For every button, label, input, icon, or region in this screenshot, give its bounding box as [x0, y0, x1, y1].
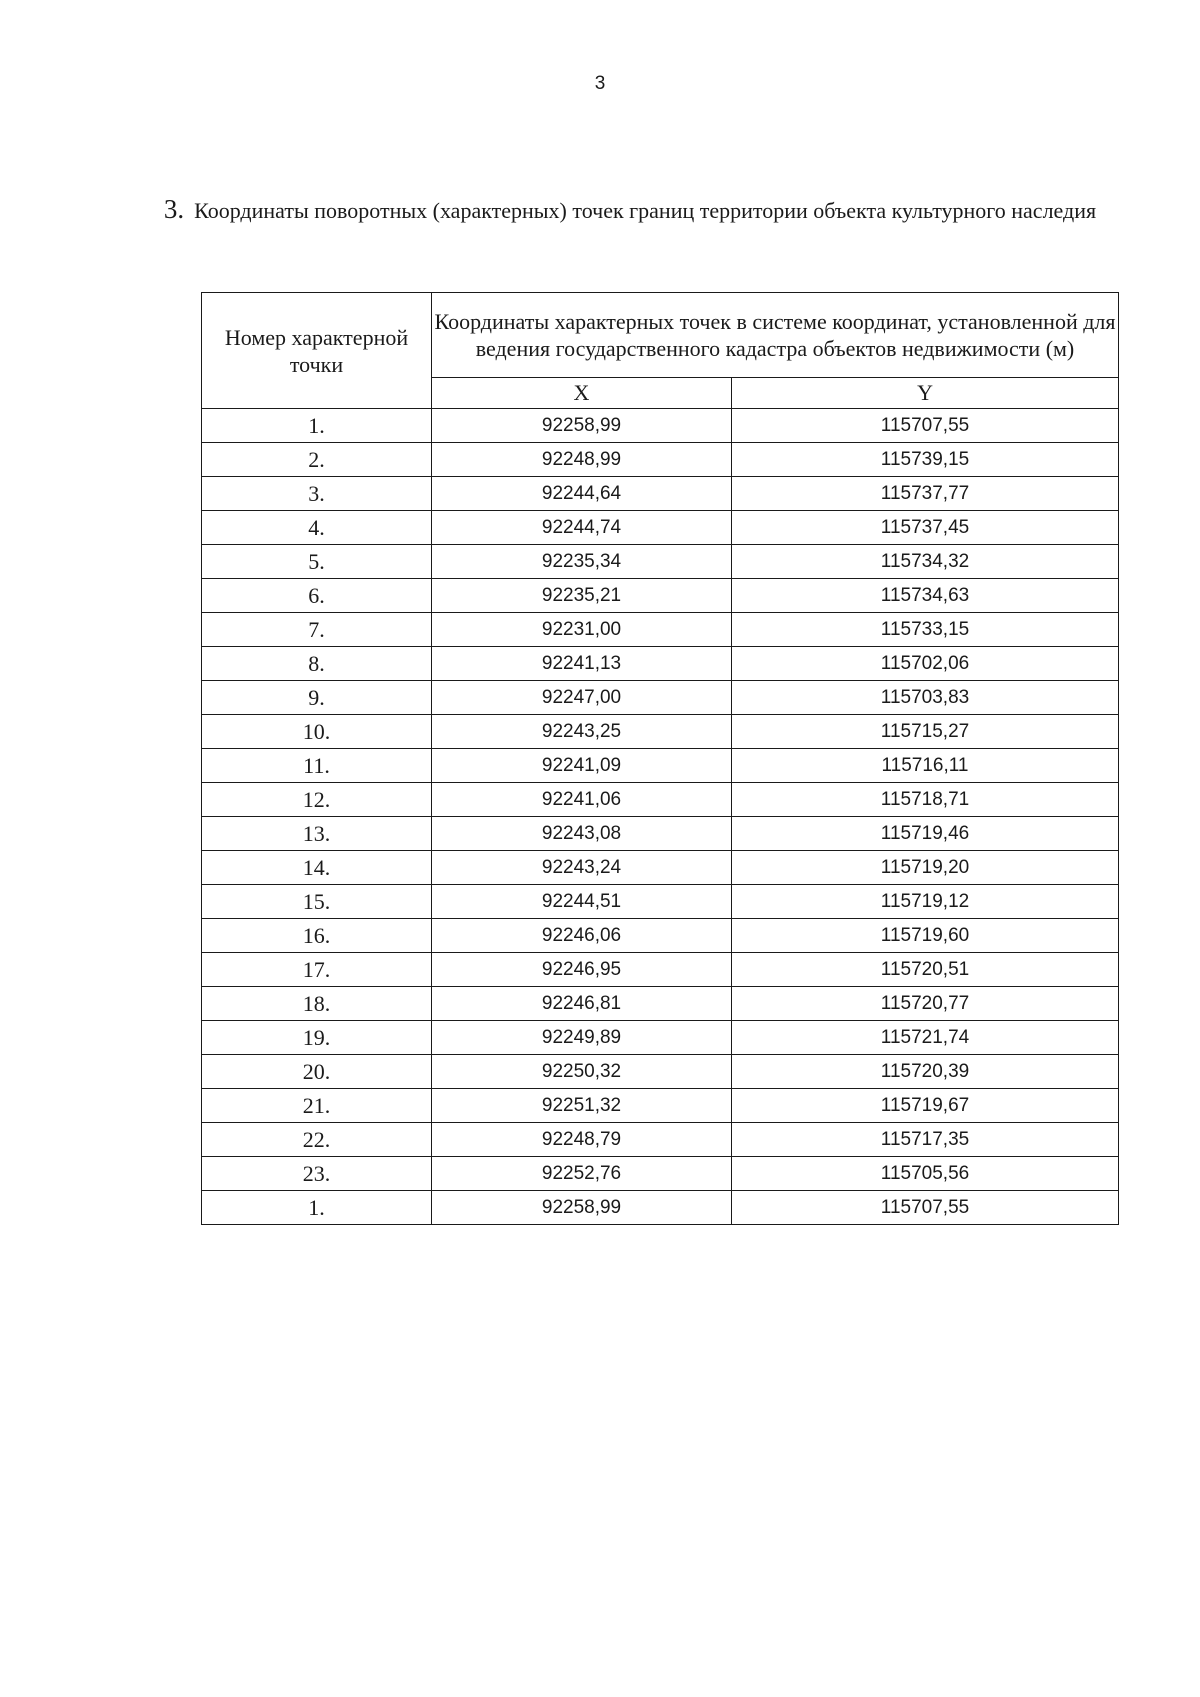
y-coordinate-cell: 115707,55 [732, 1191, 1119, 1225]
x-coordinate-cell: 92249,89 [432, 1021, 732, 1055]
page-number: 3 [594, 73, 606, 94]
x-coordinate-cell: 92246,95 [432, 953, 732, 987]
header-x: X [432, 378, 732, 409]
y-coordinate-cell: 115733,15 [732, 613, 1119, 647]
y-coordinate-cell: 115739,15 [732, 443, 1119, 477]
point-number-cell: 7. [202, 613, 432, 647]
x-coordinate-cell: 92244,74 [432, 511, 732, 545]
x-coordinate-cell: 92246,81 [432, 987, 732, 1021]
y-coordinate-cell: 115719,46 [732, 817, 1119, 851]
point-number-cell: 17. [202, 953, 432, 987]
point-number-cell: 15. [202, 885, 432, 919]
header-y: Y [732, 378, 1119, 409]
point-number-cell: 1. [202, 1191, 432, 1225]
y-coordinate-cell: 115718,71 [732, 783, 1119, 817]
y-coordinate-cell: 115734,32 [732, 545, 1119, 579]
x-coordinate-cell: 92248,99 [432, 443, 732, 477]
x-coordinate-cell: 92251,32 [432, 1089, 732, 1123]
table-row [202, 579, 1119, 613]
table-row [202, 409, 1119, 443]
x-coordinate-cell: 92244,51 [432, 885, 732, 919]
header-coordinates: Координаты характерных точек в системе координат, установленной для ведения государственного кадастра объектов недвижимости (м) [432, 293, 1119, 378]
point-number-cell: 20. [202, 1055, 432, 1089]
y-coordinate-cell: 115702,06 [732, 647, 1119, 681]
x-coordinate-cell: 92250,32 [432, 1055, 732, 1089]
x-coordinate-cell: 92258,99 [432, 1191, 732, 1225]
table-row [202, 953, 1119, 987]
y-coordinate-cell: 115717,35 [732, 1123, 1119, 1157]
point-number-cell: 3. [202, 477, 432, 511]
x-coordinate-cell: 92241,09 [432, 749, 732, 783]
point-number-cell: 9. [202, 681, 432, 715]
table-row [202, 1055, 1119, 1089]
table-row [202, 545, 1119, 579]
x-coordinate-cell: 92241,13 [432, 647, 732, 681]
table-row [202, 1157, 1119, 1191]
y-coordinate-cell: 115719,20 [732, 851, 1119, 885]
point-number-cell: 10. [202, 715, 432, 749]
table-row [202, 1123, 1119, 1157]
point-number-cell: 13. [202, 817, 432, 851]
y-coordinate-cell: 115705,56 [732, 1157, 1119, 1191]
table-row [202, 919, 1119, 953]
y-coordinate-cell: 115720,77 [732, 987, 1119, 1021]
point-number-cell: 18. [202, 987, 432, 1021]
y-coordinate-cell: 115737,45 [732, 511, 1119, 545]
point-number-cell: 6. [202, 579, 432, 613]
header-point-number: Номер характерной точки [202, 293, 432, 409]
x-coordinate-cell: 92243,24 [432, 851, 732, 885]
y-coordinate-cell: 115737,77 [732, 477, 1119, 511]
section-title-text: Координаты поворотных (характерных) точек границ территории объекта культурного наследия [194, 198, 1097, 223]
table-row [202, 987, 1119, 1021]
y-coordinate-cell: 115716,11 [732, 749, 1119, 783]
table-row [202, 817, 1119, 851]
table-row [202, 851, 1119, 885]
y-coordinate-cell: 115703,83 [732, 681, 1119, 715]
x-coordinate-cell: 92241,06 [432, 783, 732, 817]
y-coordinate-cell: 115719,12 [732, 885, 1119, 919]
table-row [202, 511, 1119, 545]
table-row [202, 1191, 1119, 1225]
x-coordinate-cell: 92258,99 [432, 409, 732, 443]
point-number-cell: 22. [202, 1123, 432, 1157]
point-number-cell: 16. [202, 919, 432, 953]
table-row [202, 613, 1119, 647]
y-coordinate-cell: 115707,55 [732, 409, 1119, 443]
section-number: 3. [163, 194, 185, 224]
x-coordinate-cell: 92244,64 [432, 477, 732, 511]
point-number-cell: 12. [202, 783, 432, 817]
point-number-cell: 14. [202, 851, 432, 885]
x-coordinate-cell: 92248,79 [432, 1123, 732, 1157]
table-row [202, 749, 1119, 783]
y-coordinate-cell: 115715,27 [732, 715, 1119, 749]
x-coordinate-cell: 92231,00 [432, 613, 732, 647]
table-row [202, 443, 1119, 477]
x-coordinate-cell: 92247,00 [432, 681, 732, 715]
table-row [202, 1021, 1119, 1055]
point-number-cell: 4. [202, 511, 432, 545]
point-number-cell: 8. [202, 647, 432, 681]
table-row [202, 783, 1119, 817]
table-row [202, 477, 1119, 511]
x-coordinate-cell: 92246,06 [432, 919, 732, 953]
y-coordinate-cell: 115720,51 [732, 953, 1119, 987]
y-coordinate-cell: 115734,63 [732, 579, 1119, 613]
table-row [202, 647, 1119, 681]
y-coordinate-cell: 115719,60 [732, 919, 1119, 953]
table-header-row [202, 293, 1119, 378]
table-row [202, 715, 1119, 749]
y-coordinate-cell: 115720,39 [732, 1055, 1119, 1089]
section-title [150, 194, 1110, 226]
point-number-cell: 23. [202, 1157, 432, 1191]
x-coordinate-cell: 92243,08 [432, 817, 732, 851]
point-number-cell: 19. [202, 1021, 432, 1055]
x-coordinate-cell: 92243,25 [432, 715, 732, 749]
point-number-cell: 21. [202, 1089, 432, 1123]
point-number-cell: 1. [202, 409, 432, 443]
coordinates-table [201, 292, 1119, 1225]
table-row [202, 885, 1119, 919]
x-coordinate-cell: 92235,34 [432, 545, 732, 579]
point-number-cell: 2. [202, 443, 432, 477]
table-body [202, 409, 1119, 1225]
x-coordinate-cell: 92252,76 [432, 1157, 732, 1191]
y-coordinate-cell: 115721,74 [732, 1021, 1119, 1055]
table-row [202, 1089, 1119, 1123]
point-number-cell: 5. [202, 545, 432, 579]
table-row [202, 681, 1119, 715]
point-number-cell: 11. [202, 749, 432, 783]
x-coordinate-cell: 92235,21 [432, 579, 732, 613]
y-coordinate-cell: 115719,67 [732, 1089, 1119, 1123]
